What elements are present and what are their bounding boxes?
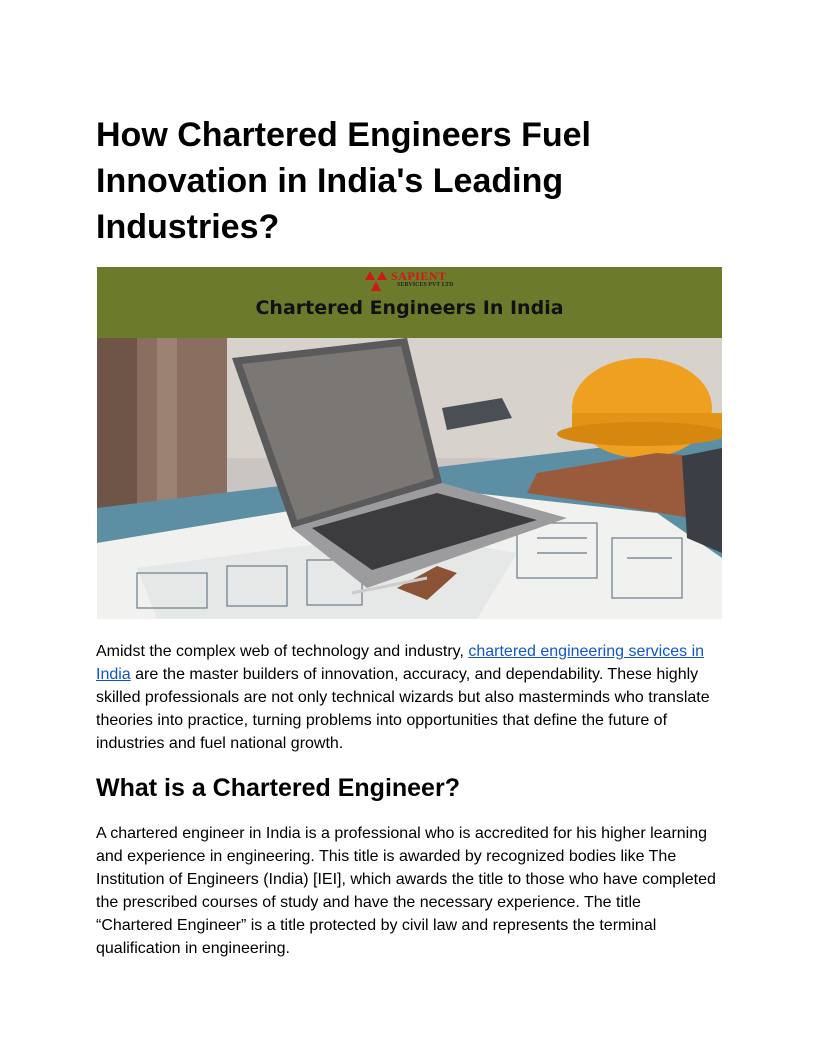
intro-text-start: Amidst the complex web of technology and industry, <box>96 643 469 660</box>
hero-banner <box>97 267 722 338</box>
section-heading: What is a Chartered Engineer? <box>96 774 460 802</box>
hero-image <box>97 267 722 619</box>
triangle-logo-icon <box>365 269 389 293</box>
logo-subtitle: SERVICES PVT LTD <box>397 282 454 288</box>
engineer-desk-photo <box>97 338 722 619</box>
chartered-engineering-link[interactable]: chartered engineering services in India <box>96 643 705 683</box>
page-title: How Chartered Engineers Fuel Innovation in India's Leading Industries? <box>96 116 591 246</box>
intro-paragraph <box>96 640 720 755</box>
intro-text-end: are the master builders of innovation, accuracy, and dependability. These highly skilled professionals are not only technical wizards but also masterminds who translate theories into practice, turning problems into opportunities that define the future of industries and fuel national growth. <box>96 666 710 752</box>
definition-paragraph: A chartered engineer in India is a professional who is accredited for his higher learning and experience in engineering. This title is awarded by recognized bodies like The Institution of Engineers (India) [IEI], which awards the title to those who have completed the prescribed courses of study and have the necessary experience. The title “Chartered Engineer” is a title protected by civil law and represents the terminal qualification in engineering. <box>96 825 716 957</box>
logo-name: SAPIENT <box>391 269 447 283</box>
banner-title: Chartered Engineers In India <box>255 297 564 319</box>
